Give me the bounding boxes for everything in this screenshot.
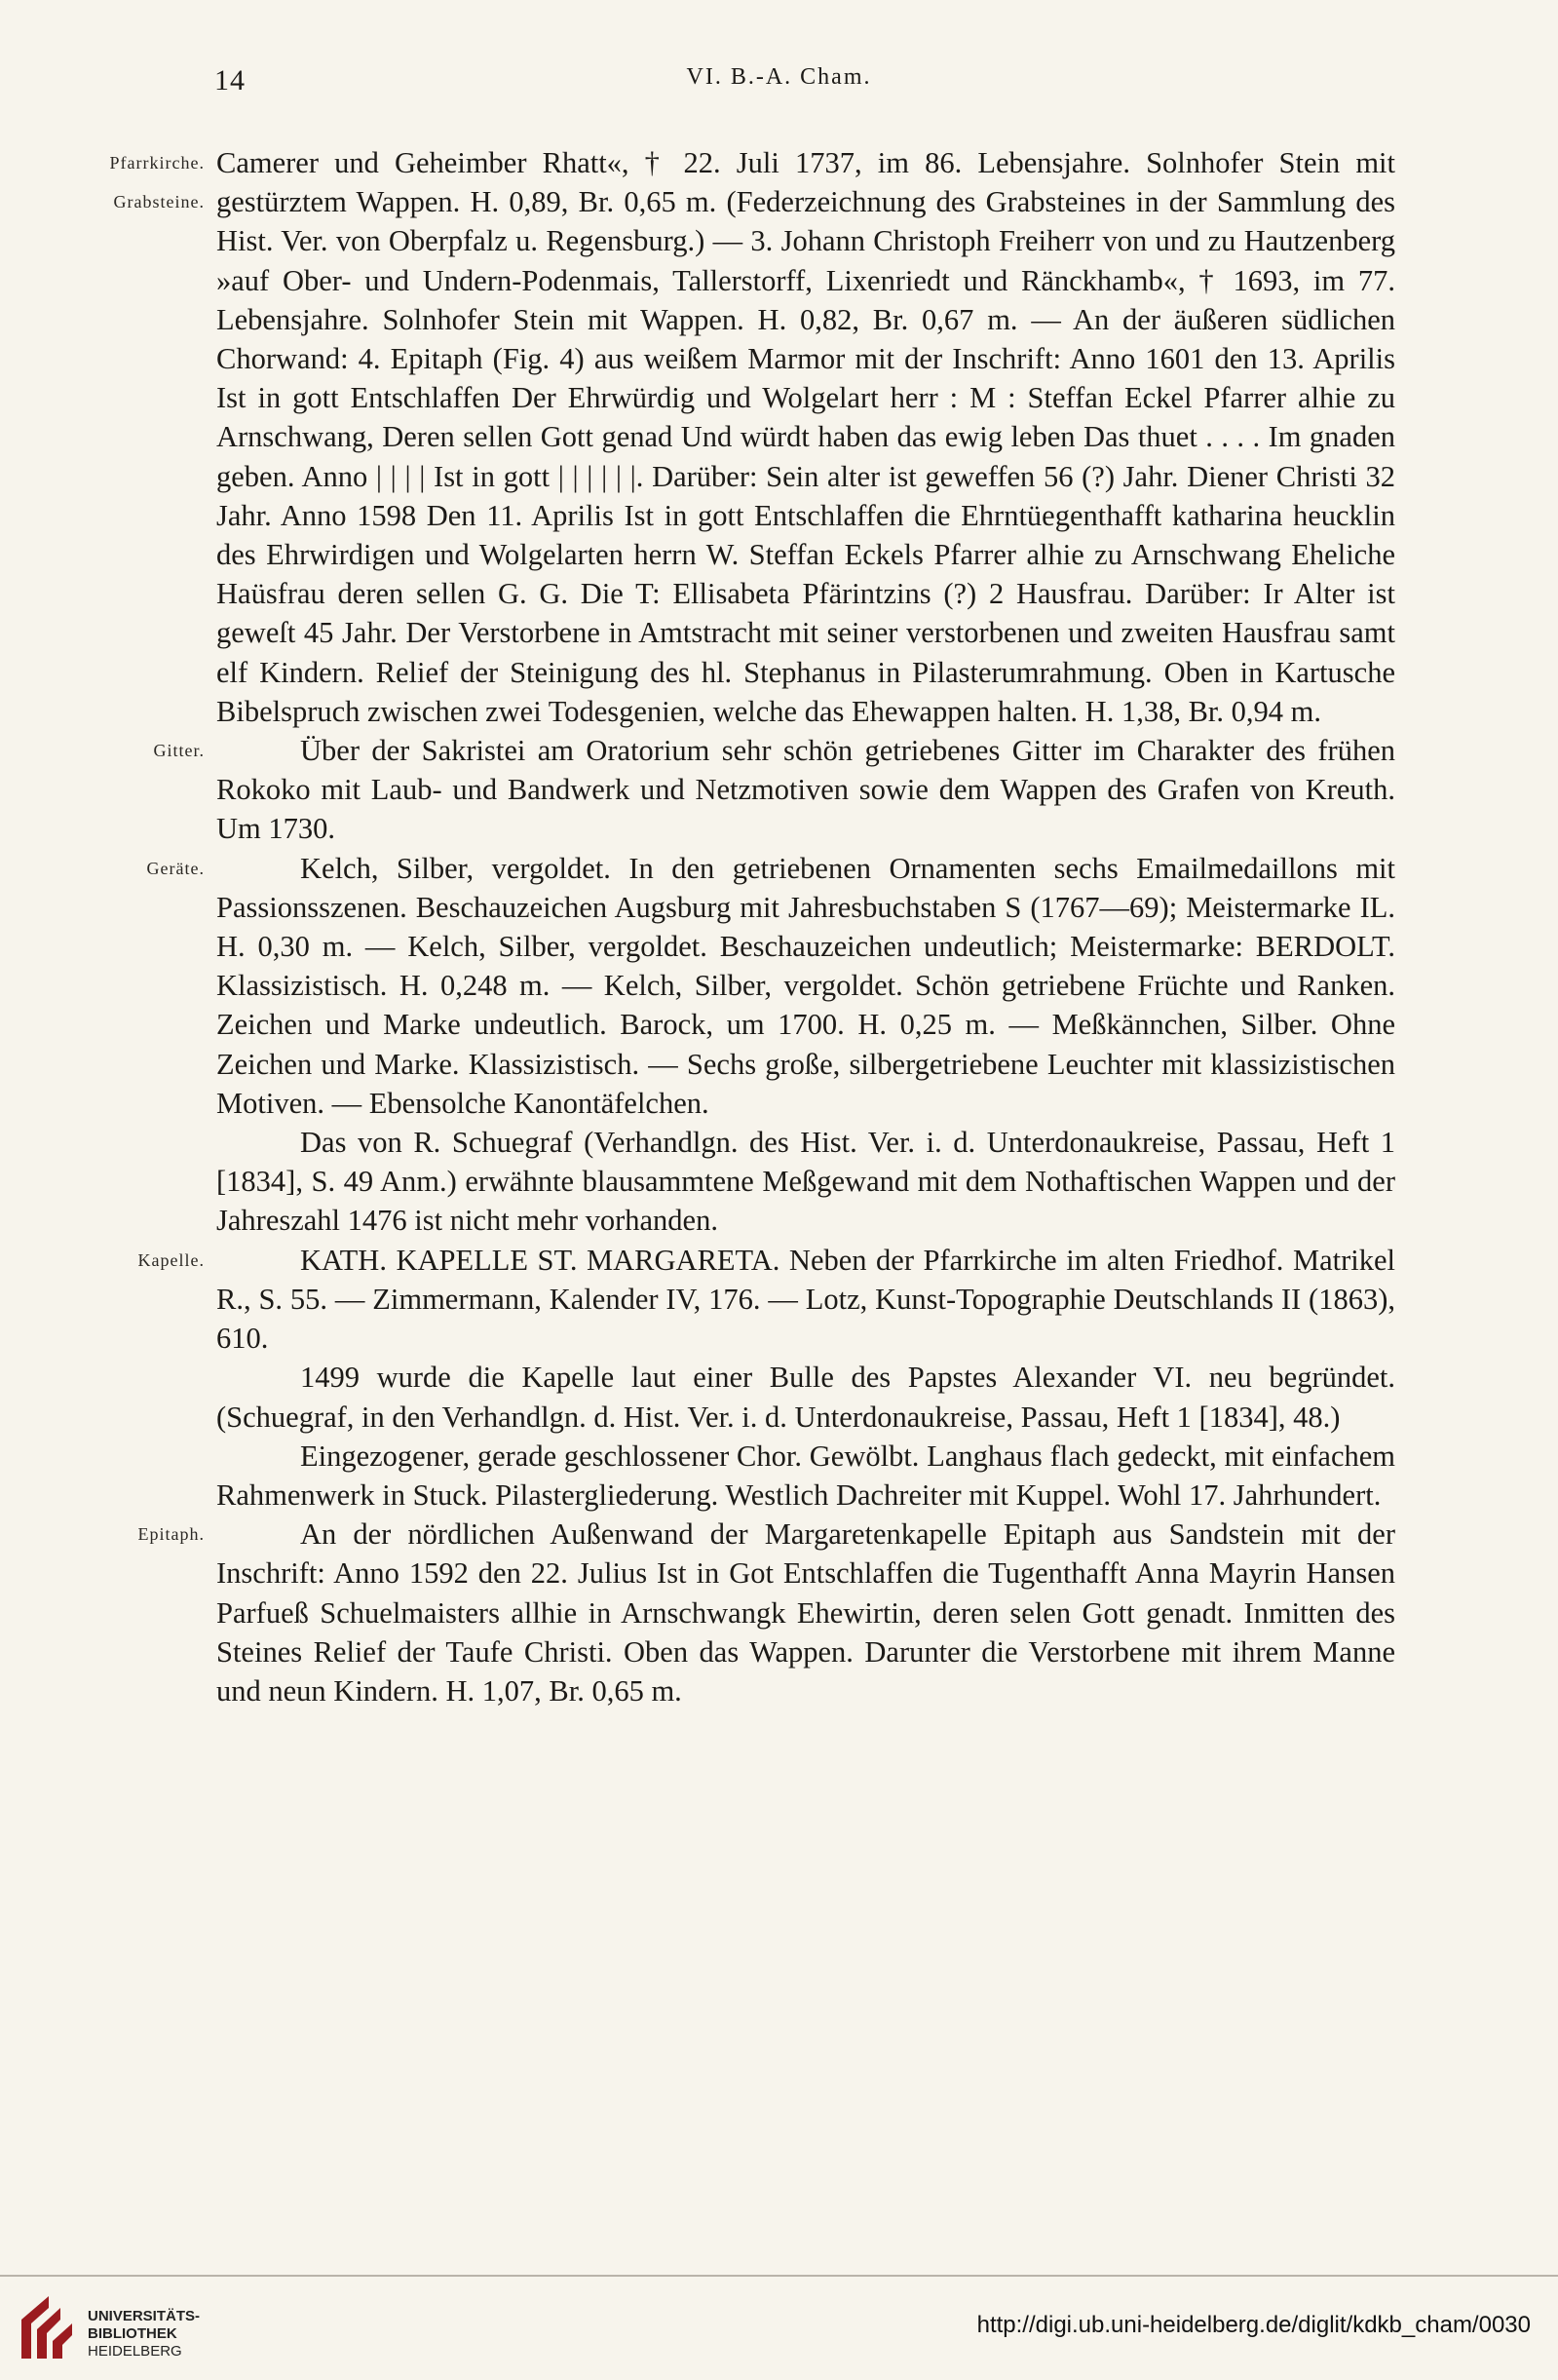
margin-note-kapelle: Kapelle. <box>137 1249 205 1270</box>
paragraph-bulle <box>216 1358 1395 1436</box>
paragraph-chor <box>216 1437 1395 1515</box>
running-head: VI. B.-A. Cham. <box>686 64 872 90</box>
paragraph-text: Camerer und Geheimber Rhatt«, † 22. Juli 1737, im 86. Lebensjahre. Solnhofer Stein mit gestürztem Wappen. H. 0,89, Br. 0,65 m. (Federzeichnung des Grabsteines in der Sammlung des Hist. Ver. von Oberpfalz u. Regensburg.) — 3. Johann Christoph Freiherr von und zu Hautzenberg »auf Ober- und Undern-Podenmais, Tallerstorff, Lixenriedt und Ränckhamb«, † 1693, im 77. Lebensjahre. Solnhofer Stein mit Wappen. H. 0,82, Br. 0,67 m. — An der äußeren südlichen Chorwand: 4. Epitaph (Fig. 4) aus weißem Marmor mit der Inschrift: Anno 1601 den 13. Aprilis Ist in gott Entschlaffen Der Ehrwürdig und Wolgelart herr : M : Steffan Eckel Pfarrer alhie zu Arnschwang, Deren sellen Gott genad Und würdt haben das ewig leben Das thuet . . . . Im gnaden geben. Anno | | | | Ist in gott | | | | | |. Darüber: Sein alter ist geweffen 56 (?) Jahr. Diener Christi 32 Jahr. Anno 1598 Den 11. Aprilis Ist in gott Entschlaffen die Ehrntüegenthafft katharina heucklin des Ehrwirdigen und Wolgelarten herrn W. Steffan Eckels Pfarrer alhie zu Arnschwang Eheliche Haüsfrau deren sellen G. G. Die T: Ellisabeta Pfärintzins (?) 2 Hausfrau. Darüber: Ir Alter ist geweſt 45 Jahr. Der Verstorbene in Amtstracht mit seiner verstorbenen und zweiten Hausfrau samt elf Kindern. Relief der Steinigung des hl. Stephanus in Pilasterumrahmung. Oben in Kartusche Bibelspruch zwischen zwei Todesgenien, welche das Ehewappen halten. H. 1,38, Br. 0,94 m. <box>216 146 1395 728</box>
paragraph-gitter <box>153 731 1395 849</box>
paragraph-text: KATH. KAPELLE ST. MARGARETA. Neben der Pfarrkirche im alten Friedhof. Matrikel R., S. 55. — Zimmermann, Kalender IV, 176. — Lotz, Kunst-Topographie Deutschlands II (1863), 610. <box>216 1243 1395 1356</box>
paragraph-text: Über der Sakristei am Oratorium sehr schön getriebenes Gitter im Charakter des frühen Rokoko mit Laub- und Bandwerk und Netzmotiven sowie dem Wappen des Grafen von Kreuth. Um 1730. <box>216 734 1395 846</box>
margin-note-gitter: Gitter. <box>153 741 205 761</box>
library-name <box>88 2308 200 2361</box>
paragraph-kapelle <box>137 1241 1395 1359</box>
margin-note-pfarrkirche: Pfarrkirche. <box>109 153 205 173</box>
paragraph-epitaph <box>137 1515 1395 1710</box>
library-logo-icon <box>16 2290 78 2364</box>
paragraph-text: Eingezogener, gerade geschlossener Chor. Gewölbt. Langhaus flach gedeckt, mit einfachem Rahmenwerk in Stuck. Pilastergliederung. Westlich Dachreiter mit Kuppel. Wohl 17. Jahrhundert. <box>216 1439 1395 1512</box>
paragraph-grabsteine <box>109 143 1395 731</box>
margin-note-geraete: Geräte. <box>146 858 205 878</box>
paragraph-messgewand <box>216 1123 1395 1241</box>
library-line-2: BIBLIOTHEK <box>88 2325 177 2342</box>
library-line-3: HEIDELBERG <box>88 2343 182 2360</box>
margin-note-grabsteine: Grabsteine. <box>113 192 205 211</box>
footer-divider <box>0 2275 1558 2277</box>
page-number: 14 <box>214 64 246 96</box>
body-text <box>109 143 1395 1710</box>
margin-note-epitaph: Epitaph. <box>137 1524 205 1545</box>
source-url-link[interactable]: http://digi.ub.uni-heidelberg.de/diglit/kdkb_cham/0030 <box>976 2312 1531 2338</box>
paragraph-text: Kelch, Silber, vergoldet. In den getriebenen Ornamenten sechs Emailmedaillons mit Passionsszenen. Beschauzeichen Augsburg mit Jahresbuchstaben S (1767—69); Meistermarke IL. H. 0,30 m. — Kelch, Silber, vergoldet. Beschauzeichen undeutlich; Meistermarke: BERDOLT. Klassizistisch. H. 0,248 m. — Kelch, Silber, vergoldet. Schön getriebene Früchte und Ranken. Zeichen und Marke undeutlich. Barock, um 1700. H. 0,25 m. — Meßkännchen, Silber. Ohne Zeichen und Marke. Klassizistisch. — Sechs große, silbergetriebene Leuchter mit klassizistischen Motiven. — Ebensolche Kanontäfelchen. <box>216 851 1395 1120</box>
paragraph-text: 1499 wurde die Kapelle laut einer Bulle des Papstes Alexander VI. neu begründet. (Schuegraf, in den Verhandlgn. d. Hist. Ver. i. d. Unterdonaukreise, Passau, Heft 1 [1834], 48.) <box>216 1361 1395 1434</box>
library-line-1: UNIVERSITÄTS- <box>88 2308 201 2324</box>
paragraph-text: An der nördlichen Außenwand der Margaretenkapelle Epitaph aus Sandstein mit der Inschrift: Anno 1592 den 22. Julius Ist in Got Entschlaffen die Tugenthafft Anna Mayrin Hansen Parfueß Schuelmaisters allhie in Arnschwangk Ehewirtin, deren selen Gott genadt. Inmitten des Steines Relief der Taufe Christi. Oben das Wappen. Darunter die Verstorbene mit ihrem Manne und neun Kindern. H. 1,07, Br. 0,65 m. <box>216 1517 1395 1708</box>
paragraph-geraete <box>146 849 1395 1123</box>
page-header <box>0 64 1558 103</box>
paragraph-text: Das von R. Schuegraf (Verhandlgn. des Hist. Ver. i. d. Unterdonaukreise, Passau, Heft 1 [1834], S. 49 Anm.) erwähnte blausammtene Meßgewand mit dem Nothaftischen Wappen und der Jahreszahl 1476 ist nicht mehr vorhanden. <box>216 1126 1395 1238</box>
